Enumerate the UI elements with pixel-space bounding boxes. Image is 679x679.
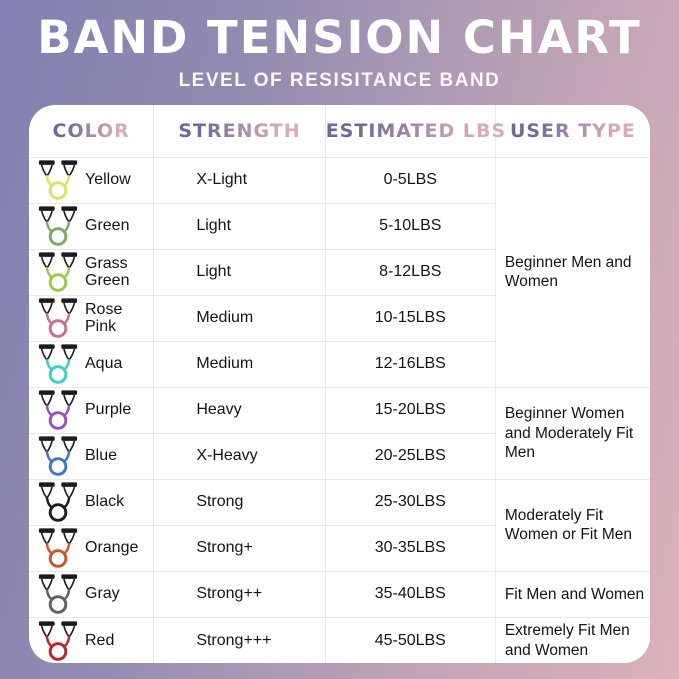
estimated-lbs-value: 30-35LBS [325, 525, 495, 571]
band-color-name: Blue [85, 447, 118, 465]
band-color-cell [29, 295, 154, 341]
strength-value: Strong+++ [154, 617, 325, 663]
band-color-name: Gray [85, 585, 120, 603]
resistance-band-icon [36, 481, 80, 523]
page-title: BAND TENSION CHART [37, 11, 642, 64]
resistance-band-icon [36, 527, 80, 569]
band-color-name: Red [85, 631, 115, 649]
user-type-cell: Beginner Men and Women [495, 157, 650, 387]
table-row [29, 571, 650, 617]
band-color-name: Orange [85, 539, 139, 557]
table-row [29, 157, 650, 203]
resistance-band-icon [36, 251, 80, 293]
strength-value: Medium [154, 295, 325, 341]
resistance-band-icon [36, 297, 80, 339]
table-row [29, 387, 650, 433]
tension-table [29, 105, 650, 663]
estimated-lbs-value: 45-50LBS [325, 617, 495, 663]
strength-value: Strong [154, 479, 325, 525]
resistance-band-icon [36, 573, 80, 615]
band-color-cell [29, 571, 154, 617]
estimated-lbs-value: 15-20LBS [325, 387, 495, 433]
band-color-cell [29, 479, 154, 525]
strength-value: Strong+ [154, 525, 325, 571]
strength-value: Light [154, 203, 325, 249]
band-color-cell [29, 341, 154, 387]
estimated-lbs-value: 20-25LBS [325, 433, 495, 479]
band-color-name: Grass Green [85, 254, 130, 290]
band-color-cell [29, 433, 154, 479]
band-color-cell [29, 387, 154, 433]
column-header-strength: STRENGTH [154, 105, 325, 157]
column-header-color: COLOR [29, 105, 154, 157]
estimated-lbs-value: 35-40LBS [325, 571, 495, 617]
resistance-band-icon [36, 159, 80, 201]
band-color-cell [29, 157, 154, 203]
strength-value: Heavy [154, 387, 325, 433]
estimated-lbs-value: 8-12LBS [325, 249, 495, 295]
band-color-name: Aqua [85, 355, 123, 373]
title-block [0, 0, 679, 92]
chart-card [29, 105, 650, 663]
table-row [29, 479, 650, 525]
band-color-cell [29, 249, 154, 295]
estimated-lbs-value: 5-10LBS [325, 203, 495, 249]
strength-value: X-Light [154, 157, 325, 203]
user-type-cell: Moderately Fit Women or Fit Men [495, 479, 650, 571]
strength-value: Strong++ [154, 571, 325, 617]
estimated-lbs-value: 10-15LBS [325, 295, 495, 341]
user-type-cell: Beginner Women and Moderately Fit Men [495, 387, 650, 479]
strength-value: X-Heavy [154, 433, 325, 479]
band-color-name: Yellow [85, 171, 131, 189]
user-type-cell: Fit Men and Women [495, 571, 650, 617]
estimated-lbs-value: 12-16LBS [325, 341, 495, 387]
estimated-lbs-value: 25-30LBS [325, 479, 495, 525]
band-color-cell [29, 203, 154, 249]
band-color-name: Purple [85, 401, 132, 419]
resistance-band-icon [36, 435, 80, 477]
band-color-name: Rose Pink [85, 300, 123, 336]
band-color-cell [29, 525, 154, 571]
band-color-cell [29, 617, 154, 663]
strength-value: Light [154, 249, 325, 295]
estimated-lbs-value: 0-5LBS [325, 157, 495, 203]
column-header-user-type: USER TYPE [495, 105, 650, 157]
header-row [29, 105, 650, 157]
resistance-band-icon [36, 205, 80, 247]
resistance-band-icon [36, 389, 80, 431]
band-color-name: Black [85, 493, 125, 511]
resistance-band-icon [36, 620, 80, 662]
strength-value: Medium [154, 341, 325, 387]
resistance-band-icon [36, 343, 80, 385]
column-header-estimated-lbs: ESTIMATED LBS [325, 105, 495, 157]
page-subtitle: LEVEL OF RESISITANCE BAND [178, 70, 501, 92]
band-color-name: Green [85, 217, 130, 235]
table-row [29, 617, 650, 663]
user-type-cell: Extremely Fit Men and Women [504, 622, 630, 659]
